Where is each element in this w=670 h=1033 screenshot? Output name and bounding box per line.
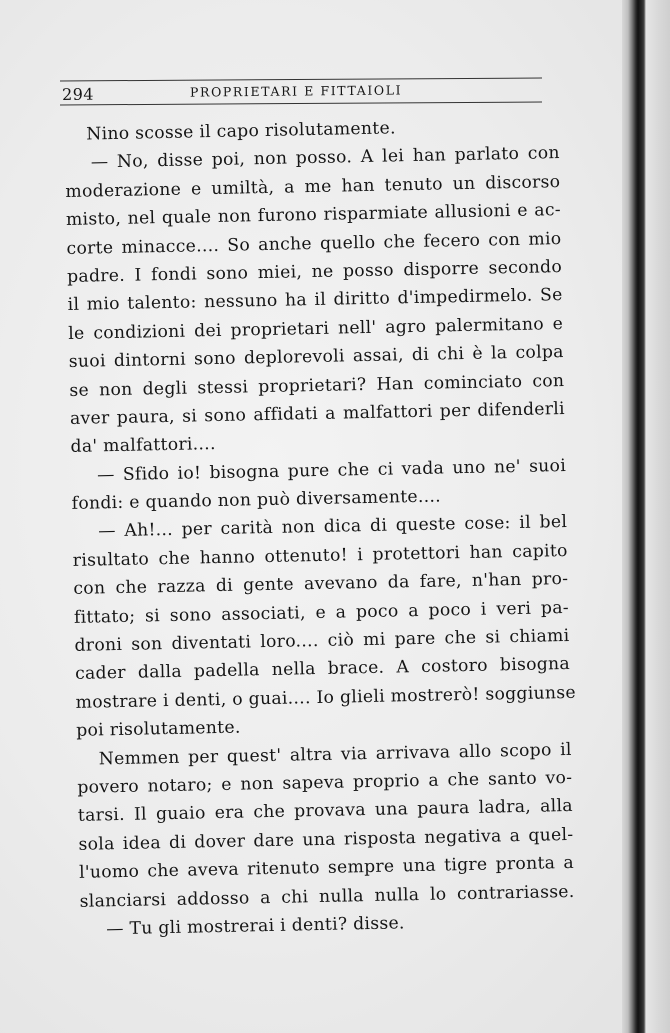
text-line: misto, nel quale non furono risparmiate allusioni e ac- (65, 200, 562, 231)
text-line: suoi dintorni sono deplorevoli assai, di chi è la colpa (68, 342, 564, 373)
page-number: 294 (61, 84, 95, 104)
body-text (64, 111, 575, 944)
text-line: — Sfido io! bisogna pure che ci vada uno ne' suoi (96, 455, 567, 486)
header-rule-bottom (60, 102, 542, 106)
text-line: fittato; si sono associati, e a poco a poco i veri pa- (73, 597, 570, 628)
text-line: — No, disse poi, non posso. A lei han parlato con (90, 143, 560, 173)
text-line: l'uomo che aveva ritenuto sempre una tigre pronta a (78, 853, 575, 884)
running-head: PROPRIETARI E FITTAIOLI (189, 82, 403, 100)
text-line: droni son diventati loro.... ciò mi pare che si chiami (74, 625, 570, 656)
text-line: da' malfattori.... (70, 434, 216, 458)
text-line: cader dalla padella nella brace. A costoro bisogna (74, 654, 571, 685)
text-line: corte minacce.... So anche quello che fecero con mio (66, 228, 562, 259)
text-line: padre. I fondi sono miei, ne posso disporre secondo (66, 256, 563, 287)
text-line: risultato che hanno ottenuto! i protettori han capito (72, 540, 568, 571)
text-line: slanciarsi addosso a chi nulla nulla lo contrariasse. (79, 881, 575, 912)
text-line: tarsi. Il guaio era che provava una paura ladra, alla (77, 796, 574, 827)
text-line: moderazione e umiltà, a me han tenuto un discorso (65, 171, 561, 202)
text-line: — Tu gli mostrerai i denti? disse. (106, 913, 405, 940)
text-line: fondi: e quando non può diversamente.... (71, 486, 442, 514)
text-line: il mio talento: nessuno ha il diritto d'impedirmelo. Se (67, 285, 563, 316)
text-line: aver paura, si sono affidati a malfattori per difenderli (69, 398, 566, 429)
text-line: sola idea di dover dare una risposta negativa a quel- (78, 824, 574, 855)
text-line: poi risolutamente. (76, 717, 241, 742)
page-header (60, 79, 542, 102)
text-line: — Ah!... per carità non dica di queste cose: il bel (98, 512, 568, 542)
text-line: se non degli stessi proprietari? Han cominciato con (69, 370, 565, 401)
text-line: Nemmen per quest' altra via arrivava allo scopo il (98, 739, 572, 770)
text-line: Nino scosse il capo risolutamente. (86, 118, 396, 145)
text-line: le condizioni dei proprietari nell' agro palermitano e (68, 313, 564, 344)
text-line: con che razza di gente avevano da fare, n'han pro- (73, 569, 569, 600)
text-line: mostrare i denti, o guai.... Io glieli mostrerò! soggiunse (75, 682, 577, 713)
text-line: povero notaro; e non sapeva proprio a che santo vo- (77, 767, 573, 798)
book-binding-shadow (622, 0, 670, 1033)
